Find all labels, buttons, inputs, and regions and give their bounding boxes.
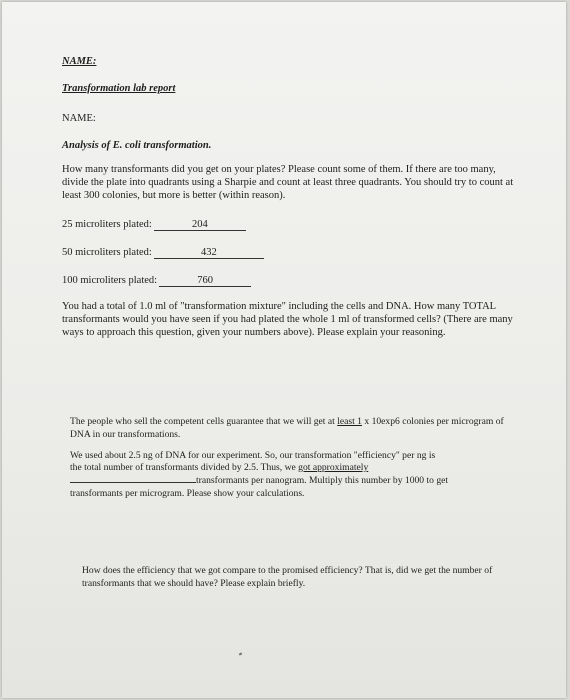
efficiency-underlined: got approximately xyxy=(298,462,369,473)
plate-count: 432 xyxy=(154,247,264,259)
plate-row xyxy=(62,274,251,287)
pen-mark xyxy=(239,652,243,655)
efficiency-line-1: We used about 2.5 ng of DNA for our experiment. So, our transformation "efficiency" per ng is xyxy=(70,450,436,461)
plate-label: 50 microliters plated: xyxy=(62,247,152,258)
total-transformants-question: You had a total of 1.0 ml of "transformation mixture" including the cells and DNA. How many TOTAL transformants would you have seen if you had plated the whole 1 ml of transformed cells? (There are many ways to approach this question, given your numbers above). Please explain your reasoning. xyxy=(62,301,513,338)
report-title: Transformation lab report xyxy=(62,83,176,94)
section-title: Analysis of E. coli transformation. xyxy=(62,140,212,151)
name-heading: NAME: xyxy=(62,56,97,67)
lab-report-page xyxy=(2,2,566,698)
efficiency-comparison-question: How does the efficiency that we got compare to the promised efficiency? That is, did we get the number of transformants that we should have? Please explain briefly. xyxy=(82,565,493,589)
guarantee-underlined: least 1 xyxy=(337,416,362,427)
plate-row xyxy=(62,246,264,259)
name-label: NAME: xyxy=(62,113,96,124)
plate-label: 100 microliters plated: xyxy=(62,275,158,286)
intro-instructions: How many transformants did you get on your plates? Please count some of them. If there are too many, divide the plate into quadrants using a Sharpie and count at least three quadrants. You should try to count at least 300 colonies, but more is better (within reason). xyxy=(62,164,514,201)
efficiency-line-2: the total number of transformants divided by 2.5. Thus, we got approximately xyxy=(70,462,369,473)
plate-label: 25 microliters plated: xyxy=(62,219,152,230)
guarantee-text: The people who sell the competent cells guarantee that we will get at least 1 x 10exp6 colonies per microgram of DNA in our transformations. xyxy=(70,416,504,440)
efficiency-line-3: transformants per nanogram. Multiply this number by 1000 to get xyxy=(70,475,448,488)
plate-count: 204 xyxy=(154,219,246,231)
plate-count: 760 xyxy=(159,275,251,287)
efficiency-blank xyxy=(70,482,196,483)
plate-row xyxy=(62,218,246,231)
efficiency-line-4: transformants per microgram. Please show your calculations. xyxy=(70,488,305,499)
